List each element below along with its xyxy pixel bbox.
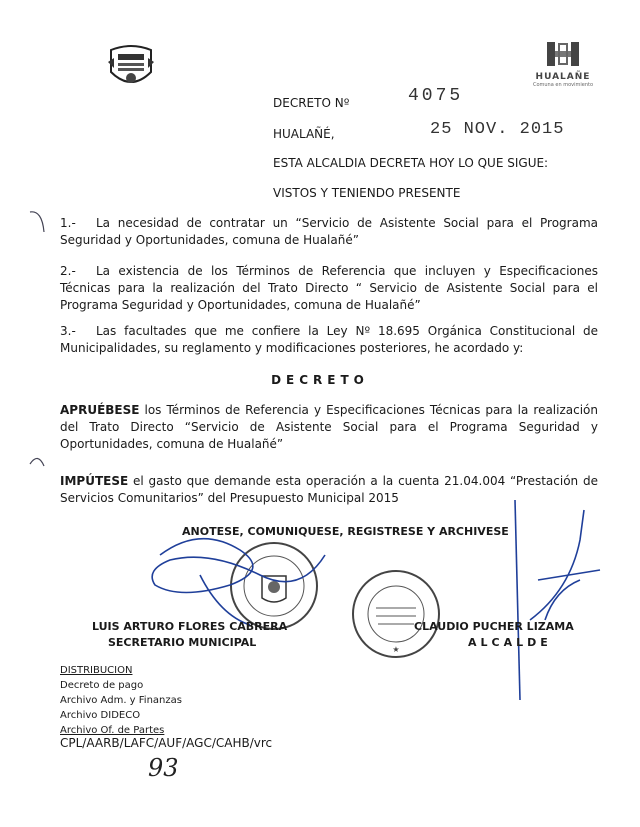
decree-label: DECRETO Nº [273,96,350,110]
item-number: 2.- [60,264,76,278]
logo-name: HUALAÑE [535,72,591,82]
apruebese-text: los Términos de Referencia y Especificaciones Técnicas para la realización del Trato Directo “Servicio de Asistente Social para el Programa Seguridad y Oportunidades, comuna de Hualañé” [60,403,598,451]
logo-h-icon [543,40,583,68]
decreto-heading: DECRETO [271,373,369,387]
svg-text:★: ★ [392,645,400,654]
right-signatory-title: ALCALDE [468,636,552,649]
signature-right [460,480,620,720]
left-signatory-name: LUIS ARTURO FLORES CABRERA [92,620,288,633]
distribution-item: Archivo DIDECO [60,710,141,721]
decree-number: 4075 [408,86,464,106]
margin-mark [26,206,48,236]
distribution-item: Archivo Of. de Partes [60,725,165,736]
imputese-lead: IMPÚTESE [60,474,129,488]
municipal-coat-of-arms [106,42,156,92]
intro-line: ESTA ALCALDIA DECRETA HOY LO QUE SIGUE: [273,156,549,170]
item-3 [60,323,598,357]
handwritten-note: 93 [148,754,179,782]
item-1 [60,215,598,249]
mayor-seal-stamp [350,568,442,660]
item-2 [60,263,598,314]
place-label: HUALAÑÉ, [273,127,335,141]
signature-left [140,515,340,635]
anotese-line: ANOTESE, COMUNIQUESE, REGISTRESE Y ARCHIVESE [182,525,509,538]
item-text: Las facultades que me confiere la Ley Nº 18.695 Orgánica Constitucional de Municipalidades, su reglamento y modificaciones posteriores, he acordado y: [60,324,598,355]
apruebese-lead: APRUÉBESE [60,403,140,417]
distribution-item: Archivo Adm. y Finanzas [60,695,182,706]
item-text: La existencia de los Términos de Referencia que incluyen y Especificaciones Técnicas para la realización del Trato Directo “ Servicio de Asistente Social para el Programa Seguridad y Oportunidades, comuna de Hualañé” [60,264,598,312]
item-number: 3.- [60,324,76,338]
item-number: 1.- [60,216,76,230]
left-signatory-title: SECRETARIO MUNICIPAL [108,636,257,649]
imputese-text: el gasto que demande esta operación a la cuenta 21.04.004 “Prestación de Servicios Comunitarios” del Presupuesto Municipal 2015 [60,474,598,505]
margin-mark [26,452,48,472]
item-text: La necesidad de contratar un “Servicio de Asistente Social para el Programa Seguridad y Oportunidades, comuna de Hualañé” [60,216,598,247]
right-signatory-name: CLAUDIO PUCHER LIZAMA [414,620,574,633]
hualane-logo [528,40,598,92]
vistos-line: VISTOS Y TENIENDO PRESENTE [273,186,461,200]
apruebese-paragraph [60,402,598,453]
distribution-block [60,663,182,738]
decree-date: 25 NOV. 2015 [430,120,565,139]
distribution-item: Decreto de pago [60,680,144,691]
distribution-heading: DISTRIBUCION [60,665,133,676]
logo-tagline: Comuna en movimiento [532,82,594,88]
distribution-initials: CPL/AARB/LAFC/AUF/AGC/CAHB/vrc [60,736,273,750]
